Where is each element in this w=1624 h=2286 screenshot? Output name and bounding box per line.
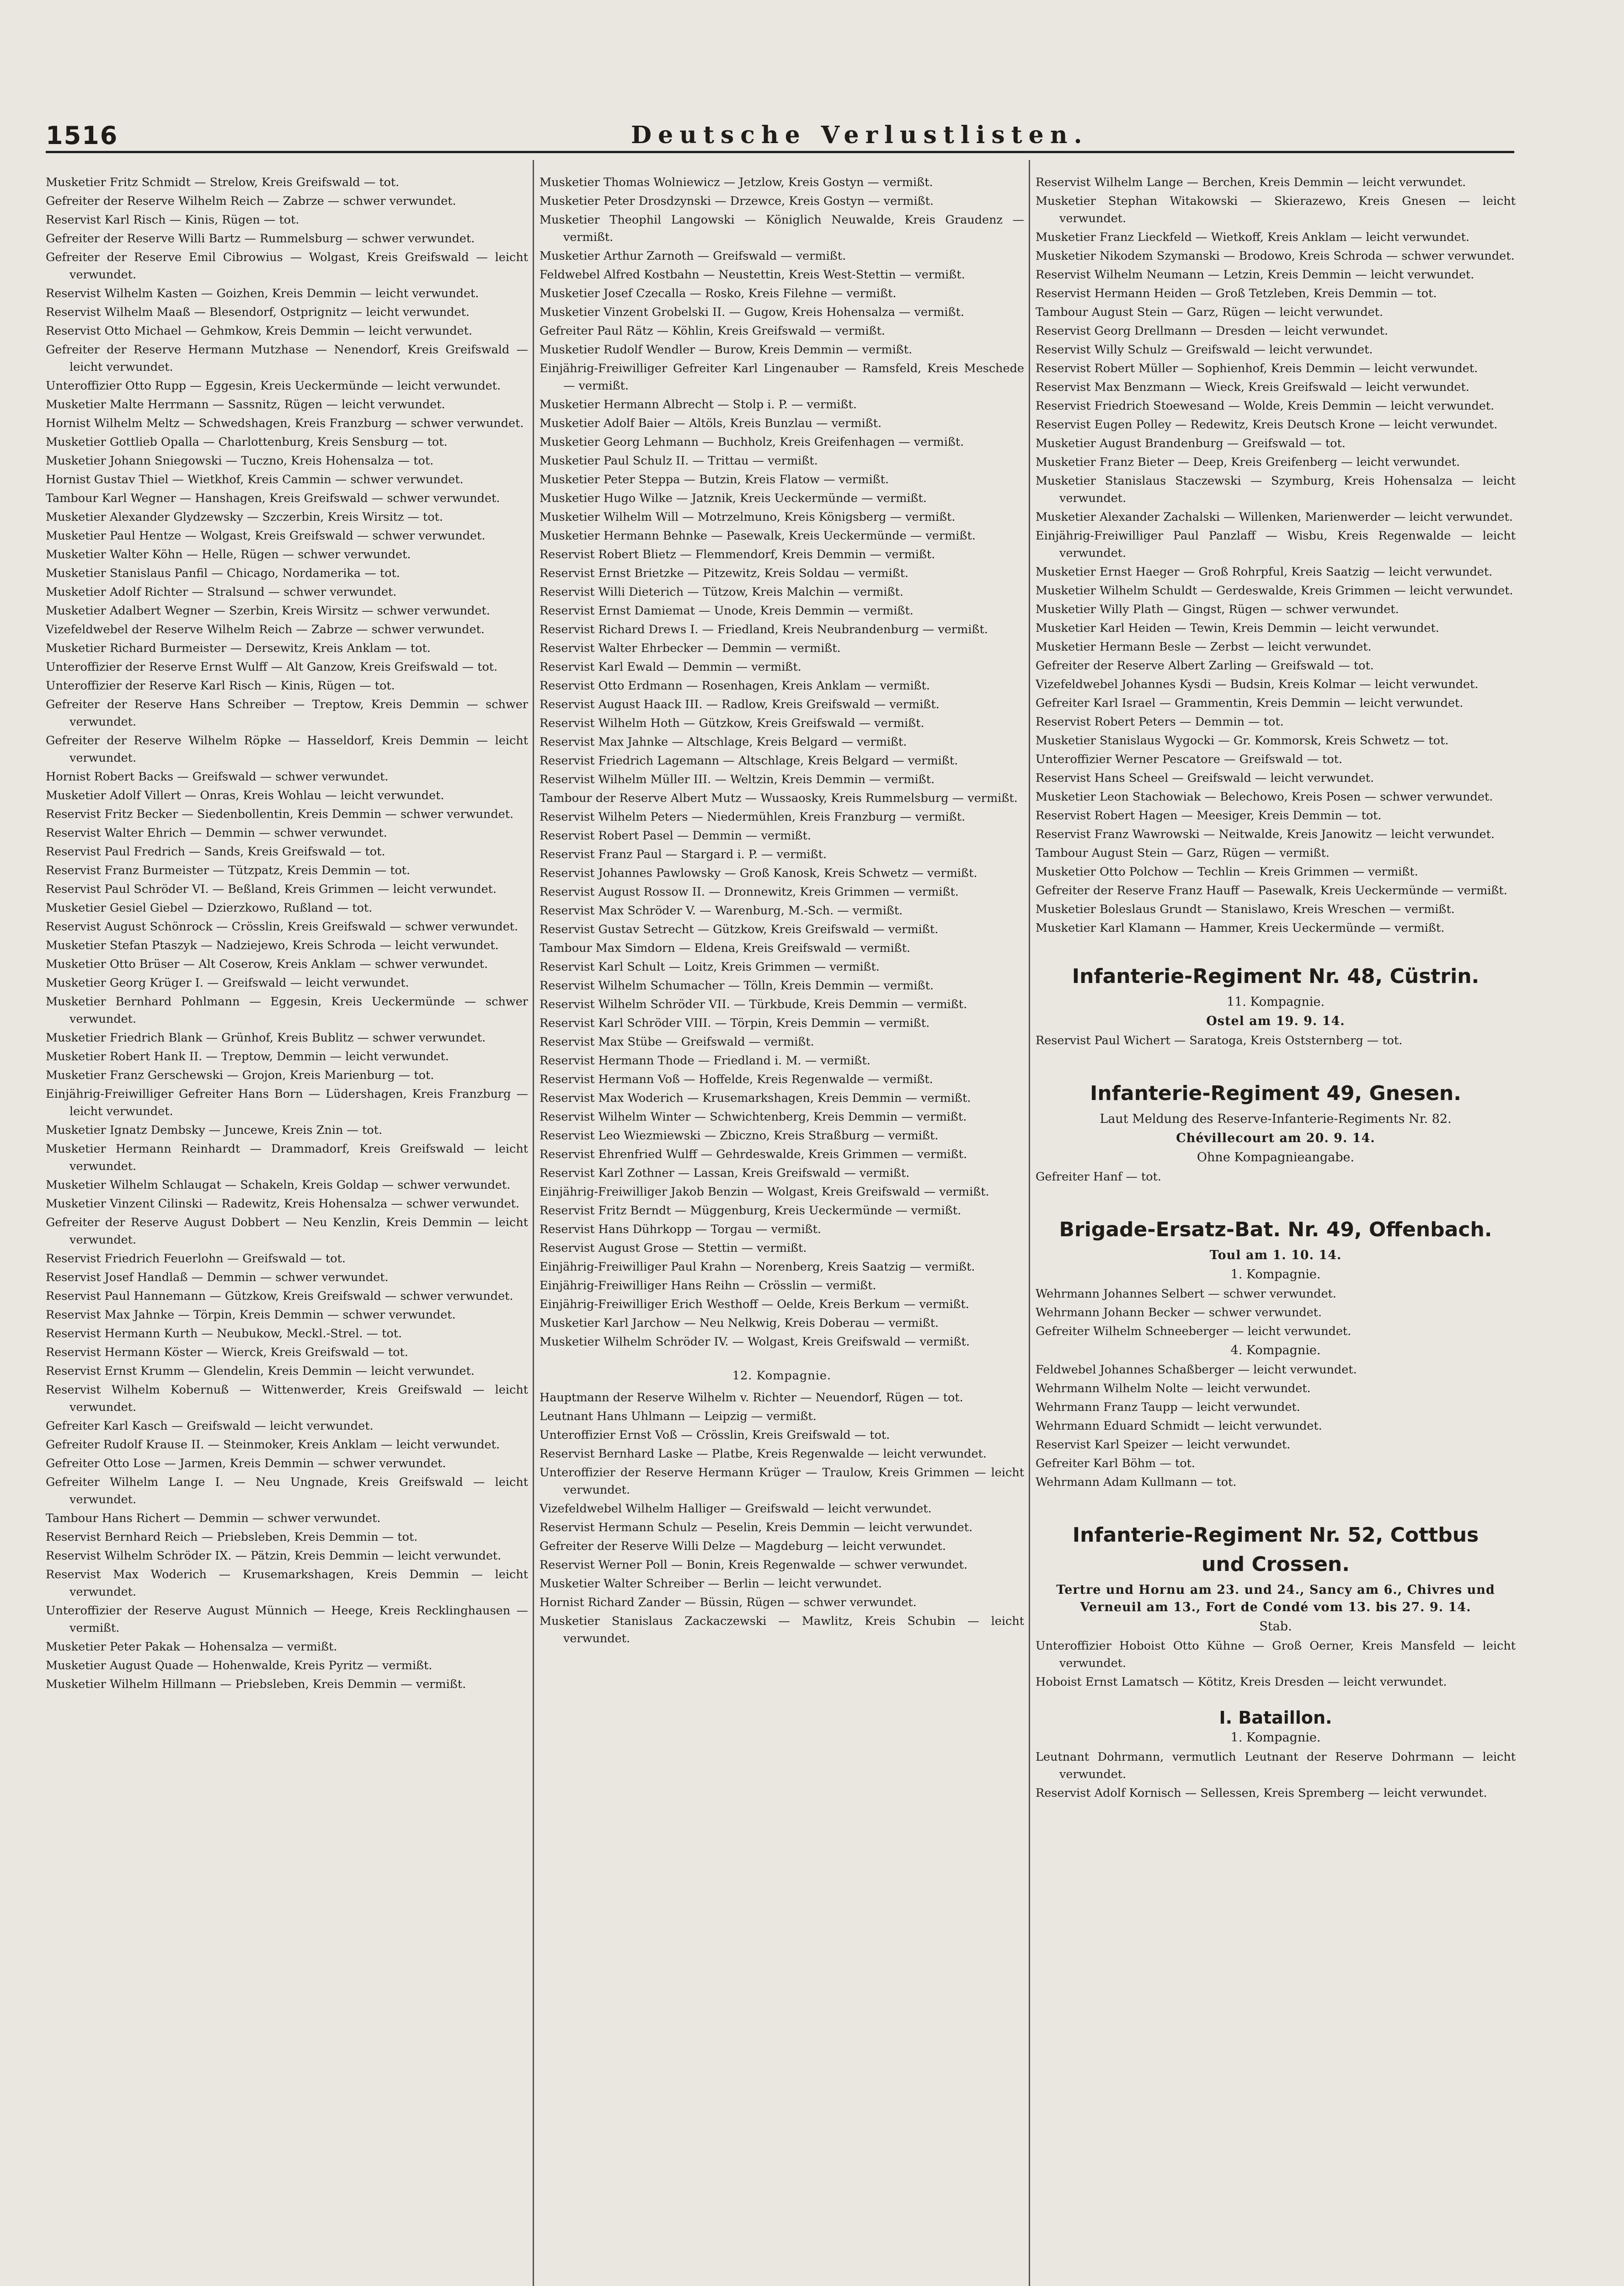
casualty-entry: Musketier Peter Drosdzynski — Drzewce, Kreis Gostyn — vermißt. (540, 194, 934, 208)
casualty-entry: Gefreiter Karl Kasch — Greifswald — leicht verwundet. (46, 1419, 374, 1433)
casualty-entry: Reservist Friedrich Lagemann — Altschlage, Kreis Belgard — vermißt. (540, 754, 958, 768)
casualty-entry: Einjährig-Freiwilliger Erich Westhoff — Oelde, Kreis Berkum — vermißt. (540, 1298, 969, 1311)
casualty-entry: Musketier Adalbert Wegner — Szerbin, Kreis Wirsitz — schwer verwundet. (46, 604, 490, 618)
casualty-entry: Musketier Stanislaus Staczewski — Szymburg, Kreis Hohensalza — leicht verwundet. (1036, 474, 1516, 505)
casualty-entry: Reservist Werner Poll — Bonin, Kreis Regenwalde — schwer verwundet. (540, 1558, 967, 1572)
casualty-entry: Gefreiter Wilhelm Lange I. — Neu Ungnade, Kreis Greifswald — leicht verwundet. (46, 1475, 528, 1506)
casualty-entry: Musketier Wilhelm Will — Motrzelmuno, Kreis Königsberg — vermißt. (540, 510, 956, 524)
casualty-entry: Gefreiter der Reserve Wilhelm Reich — Zabrze — schwer verwundet. (46, 194, 456, 208)
casualty-entry: Reservist Franz Wawrowski — Neitwalde, Kreis Janowitz — leicht verwundet. (1036, 828, 1495, 841)
casualty-entry: Hornist Wilhelm Meltz — Schwedshagen, Kreis Franzburg — schwer verwundet. (46, 417, 524, 430)
casualty-entry: Gefreiter der Reserve Franz Hauff — Pasewalk, Kreis Ueckermünde — vermißt. (1036, 884, 1507, 897)
casualty-entry: Musketier Walter Köhn — Helle, Rügen — schwer verwundet. (46, 548, 411, 561)
casualty-entry: Reservist Walter Ehrich — Demmin — schwer verwundet. (46, 826, 387, 840)
casualty-entry: Tambour August Stein — Garz, Rügen — leicht verwundet. (1036, 305, 1384, 319)
company-heading: 11. Kompagnie. (1226, 995, 1325, 1009)
casualty-entry: Musketier Friedrich Blank — Grünhof, Kreis Bublitz — schwer verwundet. (46, 1031, 486, 1045)
casualty-entry: Reservist Josef Handlaß — Demmin — schwer verwundet. (46, 1271, 389, 1284)
casualty-entry: Reservist Max Benzmann — Wieck, Kreis Greifswald — leicht verwundet. (1036, 380, 1469, 394)
casualty-entry: Hornist Robert Backs — Greifswald — schwer verwundet. (46, 770, 389, 784)
casualty-entry: Hauptmann der Reserve Wilhelm v. Richter — Neuendorf, Rügen — tot. (540, 1391, 963, 1405)
company-heading: Ohne Kompagnieangabe. (1197, 1150, 1355, 1164)
casualty-entry: Tambour August Stein — Garz, Rügen — vermißt. (1036, 846, 1330, 860)
casualty-entry: Unteroffizier Hoboist Otto Kühne — Groß Oerner, Kreis Mansfeld — leicht verwundet. (1036, 1639, 1516, 1670)
casualty-entry: Musketier Thomas Wolniewicz — Jetzlow, Kreis Gostyn — vermißt. (540, 176, 933, 189)
casualty-entry: Reservist Ernst Damiemat — Unode, Kreis Demmin — vermißt. (540, 604, 914, 618)
regiment-heading: Infanterie-Regiment Nr. 48, Cüstrin. (1072, 965, 1480, 988)
casualty-entry: Musketier Adolf Baier — Altöls, Kreis Bunzlau — vermißt. (540, 417, 882, 430)
casualty-entry: Gefreiter Hanf — tot. (1036, 1170, 1161, 1184)
report-note: Laut Meldung des Reserve-Infanterie-Regiments Nr. 82. (1100, 1112, 1452, 1126)
casualty-entry: Musketier Alexander Zachalski — Willenken, Marienwerder — leicht verwundet. (1036, 510, 1513, 524)
casualty-entry: Reservist Max Schröder V. — Warenburg, M.-Sch. — vermißt. (540, 904, 903, 918)
casualty-entry: Musketier Stefan Ptaszyk — Nadziejewo, Kreis Schroda — leicht verwundet. (46, 939, 499, 952)
casualty-entry: Reservist Ernst Brietzke — Pitzewitz, Kreis Soldau — vermißt. (540, 566, 909, 580)
casualty-entry: Reservist Robert Peters — Demmin — tot. (1036, 715, 1284, 729)
casualty-entry: Reservist Max Jahnke — Törpin, Kreis Demmin — schwer verwundet. (46, 1308, 456, 1322)
casualty-entry: Musketier Paul Hentze — Wolgast, Kreis Greifswald — schwer verwundet. (46, 529, 486, 543)
casualty-entry: Reservist Richard Drews I. — Friedland, Kreis Neubrandenburg — vermißt. (540, 623, 988, 636)
casualty-entry: Musketier Hermann Behnke — Pasewalk, Kreis Ueckermünde — vermißt. (540, 529, 976, 543)
casualty-entry: Hornist Gustav Thiel — Wietkhof, Kreis Cammin — schwer verwundet. (46, 473, 464, 486)
casualty-entry: Wehrmann Johannes Selbert — schwer verwundet. (1036, 1287, 1336, 1301)
company-heading: 1. Kompagnie. (1230, 1267, 1321, 1282)
casualty-entry: Gefreiter der Reserve Wilhelm Röpke — Hasseldorf, Kreis Demmin — leicht verwundet. (46, 734, 528, 765)
casualty-entry: Musketier Karl Heiden — Tewin, Kreis Demmin — leicht verwundet. (1036, 621, 1439, 635)
casualty-entry: Musketier Stanislaus Panfil — Chicago, Nordamerika — tot. (46, 566, 400, 580)
column-2 (540, 174, 1024, 2286)
place-date: Ostel am 19. 9. 14. (1206, 1014, 1345, 1028)
casualty-entry: Reservist Ehrenfried Wulff — Gehrdeswalde, Kreis Grimmen — vermißt. (540, 1148, 967, 1161)
casualty-entry: Musketier Malte Herrmann — Sassnitz, Rügen — leicht verwundet. (46, 398, 445, 411)
casualty-entry: Reservist Walter Ehrbecker — Demmin — vermißt. (540, 641, 841, 655)
casualty-entry: Unteroffizier Otto Rupp — Eggesin, Kreis Ueckermünde — leicht verwundet. (46, 379, 501, 393)
casualty-entry: Musketier Fritz Schmidt — Strelow, Kreis Greifswald — tot. (46, 176, 400, 189)
column-3 (1036, 174, 1516, 2286)
casualty-entry: Musketier Adolf Villert — Onras, Kreis Wohlau — leicht verwundet. (46, 789, 444, 802)
casualty-entry: Reservist Karl Zothner — Lassan, Kreis Greifswald — vermißt. (540, 1166, 910, 1180)
page-header (46, 121, 1514, 149)
regiment-heading-cont: und Crossen. (1202, 1553, 1350, 1576)
casualty-entry: Wehrmann Eduard Schmidt — leicht verwundet. (1036, 1419, 1322, 1433)
casualty-entry: Reservist Wilhelm Peters — Niedermühlen, Kreis Franzburg — vermißt. (540, 810, 966, 824)
company-heading: 12. Kompagnie. (732, 1369, 832, 1383)
column-1 (46, 174, 528, 2286)
casualty-entry: Musketier Stanislaus Zackaczewski — Mawlitz, Kreis Schubin — leicht verwundet. (540, 1614, 1024, 1645)
casualty-entry: Hornist Richard Zander — Büssin, Rügen — schwer verwundet. (540, 1596, 917, 1609)
casualty-entry: Reservist Otto Erdmann — Rosenhagen, Kreis Anklam — vermißt. (540, 679, 930, 693)
casualty-entry: Reservist Leo Wiezmiewski — Zbiczno, Kreis Straßburg — vermißt. (540, 1129, 939, 1143)
casualty-entry: Reservist Hermann Thode — Friedland i. M. — vermißt. (540, 1054, 871, 1068)
casualty-entry: Reservist Gustav Setrecht — Gützkow, Kreis Greifswald — vermißt. (540, 923, 939, 936)
casualty-entry: Reservist Franz Paul — Stargard i. P. — vermißt. (540, 848, 827, 861)
casualty-entry: Reservist Hermann Schulz — Peselin, Kreis Demmin — leicht verwundet. (540, 1521, 973, 1534)
casualty-entry: Reservist Max Jahnke — Altschlage, Kreis Belgard — vermißt. (540, 735, 907, 749)
casualty-entry: Musketier Karl Klamann — Hammer, Kreis Ueckermünde — vermißt. (1036, 921, 1445, 935)
casualty-entry: Musketier Josef Czecalla — Rosko, Kreis Filehne — vermißt. (540, 287, 897, 300)
casualty-entry: Reservist Max Woderich — Krusemarkshagen, Kreis Demmin — vermißt. (540, 1091, 971, 1105)
casualty-entry: Hoboist Ernst Lamatsch — Kötitz, Kreis Dresden — leicht verwundet. (1036, 1675, 1447, 1689)
casualty-entry: Reservist Wilhelm Hoth — Gützkow, Kreis Greifswald — vermißt. (540, 716, 924, 730)
casualty-entry: Musketier Hugo Wilke — Jatznik, Kreis Ueckermünde — vermißt. (540, 491, 927, 505)
casualty-entry: Reservist Karl Schröder VIII. — Törpin, Kreis Demmin — vermißt. (540, 1016, 930, 1030)
casualty-entry: Reservist Wilhelm Schröder VII. — Türkbude, Kreis Demmin — vermißt. (540, 998, 967, 1011)
casualty-entry: Gefreiter Rudolf Krause II. — Steinmoker, Kreis Anklam — leicht verwundet. (46, 1438, 500, 1452)
casualty-entry: Einjährig-Freiwilliger Gefreiter Karl Lingenauber — Ramsfeld, Kreis Meschede — vermißt. (540, 362, 1024, 393)
casualty-entry: Musketier Wilhelm Hillmann — Priebsleben, Kreis Demmin — vermißt. (46, 1677, 466, 1691)
casualty-entry: Reservist August Schönrock — Crösslin, Kreis Greifswald — schwer verwundet. (46, 920, 518, 934)
casualty-entry: Reservist Wilhelm Schröder IX. — Pätzin, Kreis Demmin — leicht verwundet. (46, 1549, 502, 1563)
page-number: 1516 (46, 121, 118, 150)
casualty-entry: Einjährig-Freiwilliger Paul Panzlaff — Wisbu, Kreis Regenwalde — leicht verwundet. (1036, 529, 1516, 560)
casualty-entry: Musketier Wilhelm Schröder IV. — Wolgast, Kreis Greifswald — vermißt. (540, 1335, 970, 1349)
casualty-entry: Wehrmann Johann Becker — schwer verwundet. (1036, 1306, 1322, 1319)
casualty-entry: Reservist Georg Drellmann — Dresden — leicht verwundet. (1036, 324, 1389, 338)
casualty-entry: Wehrmann Adam Kullmann — tot. (1036, 1475, 1237, 1489)
casualty-entry: Reservist Wilhelm Kasten — Goizhen, Kreis Demmin — leicht verwundet. (46, 287, 479, 300)
running-title: Deutsche Verlustlisten. (631, 121, 1089, 149)
casualty-entry: Reservist Paul Schröder VI. — Beßland, Kreis Grimmen — leicht verwundet. (46, 882, 497, 896)
casualty-entry: Reservist Hermann Kurth — Neubukow, Meckl.-Strel. — tot. (46, 1327, 402, 1341)
casualty-entry: Reservist Otto Michael — Gehmkow, Kreis Demmin — leicht verwundet. (46, 324, 472, 338)
casualty-entry: Musketier Georg Krüger I. — Greifswald — leicht verwundet. (46, 976, 409, 990)
regiment-heading: Infanterie-Regiment 49, Gnesen. (1090, 1082, 1461, 1105)
casualty-entry: Musketier August Quade — Hohenwalde, Kreis Pyritz — vermißt. (46, 1659, 433, 1672)
casualty-entry: Reservist Hans Scheel — Greifswald — leicht verwundet. (1036, 771, 1374, 785)
casualty-entry: Leutnant Hans Uhlmann — Leipzig — vermißt. (540, 1410, 817, 1423)
casualty-entry: Reservist Wilhelm Lange — Berchen, Kreis Demmin — leicht verwundet. (1036, 176, 1466, 189)
casualty-entry: Musketier Vinzent Grobelski II. — Gugow, Kreis Hohensalza — vermißt. (540, 305, 964, 319)
casualty-entry: Feldwebel Johannes Schaßberger — leicht verwundet. (1036, 1363, 1357, 1377)
casualty-entry: Musketier Robert Hank II. — Treptow, Demmin — leicht verwundet. (46, 1050, 449, 1063)
place-date: Chévillecourt am 20. 9. 14. (1176, 1131, 1375, 1145)
casualty-entry: Gefreiter Otto Lose — Jarmen, Kreis Demmin — schwer verwundet. (46, 1457, 446, 1470)
casualty-entry: Musketier Theophil Langowski — Königlich Neuwalde, Kreis Graudenz — vermißt. (540, 213, 1024, 244)
casualty-entry: Reservist Wilhelm Neumann — Letzin, Kreis Demmin — leicht verwundet. (1036, 268, 1474, 282)
casualty-entry: Gefreiter der Reserve Emil Cibrowius — Wolgast, Kreis Greifswald — leicht verwundet. (46, 251, 528, 282)
company-heading: 1. Kompagnie. (1230, 1731, 1321, 1745)
casualty-entry: Musketier Gesiel Giebel — Dzierzkowo, Rußland — tot. (46, 901, 373, 915)
casualty-entry: Musketier Hermann Besle — Zerbst — leicht verwundet. (1036, 640, 1372, 654)
place-date: Toul am 1. 10. 14. (1209, 1248, 1342, 1262)
casualty-entry: Reservist Hermann Heiden — Groß Tetzleben, Kreis Demmin — tot. (1036, 287, 1437, 300)
casualty-entry: Reservist Fritz Berndt — Müggenburg, Kreis Ueckermünde — vermißt. (540, 1204, 962, 1218)
casualty-entry: Leutnant Dohrmann, vermutlich Leutnant der Reserve Dohrmann — leicht verwundet. (1036, 1750, 1516, 1781)
casualty-entry: Reservist Wilhelm Kobernuß — Wittenwerder, Kreis Greifswald — leicht verwundet. (46, 1383, 528, 1414)
casualty-entry: Reservist Bernhard Reich — Priebsleben, Kreis Demmin — tot. (46, 1530, 418, 1544)
casualty-entry: Reservist Wilhelm Winter — Schwichtenberg, Kreis Demmin — vermißt. (540, 1110, 967, 1124)
casualty-entry: Unteroffizier der Reserve August Münnich — Heege, Kreis Recklinghausen — vermißt. (46, 1604, 528, 1635)
casualty-entry: Reservist Hans Dührkopp — Torgau — vermißt. (540, 1223, 821, 1236)
casualty-entry: Reservist Paul Wichert — Saratoga, Kreis Oststernberg — tot. (1036, 1034, 1403, 1047)
casualty-entry: Reservist Johannes Pawlowsky — Groß Kanosk, Kreis Schwetz — vermißt. (540, 866, 978, 880)
casualty-entry: Unteroffizier Werner Pescatore — Greifswald — tot. (1036, 753, 1343, 766)
casualty-entry: Musketier Georg Lehmann — Buchholz, Kreis Greifenhagen — vermißt. (540, 435, 964, 449)
regiment-heading: Brigade-Ersatz-Bat. Nr. 49, Offenbach. (1059, 1218, 1492, 1241)
casualty-entry: Reservist Bernhard Laske — Platbe, Kreis Regenwalde — leicht verwundet. (540, 1447, 987, 1461)
casualty-entry: Reservist Fritz Becker — Siedenbollentin, Kreis Demmin — schwer verwundet. (46, 807, 514, 821)
casualty-entry: Wehrmann Wilhelm Nolte — leicht verwundet. (1036, 1382, 1311, 1395)
column-divider (533, 160, 534, 2286)
casualty-entry: Gefreiter der Reserve Hans Schreiber — Treptow, Kreis Demmin — schwer verwundet. (46, 698, 528, 729)
casualty-entry: Musketier Gottlieb Opalla — Charlottenburg, Kreis Sensburg — tot. (46, 435, 448, 449)
regiment-heading: Infanterie-Regiment Nr. 52, Cottbus (1072, 1523, 1479, 1547)
casualty-entry: Musketier Hermann Reinhardt — Drammadorf, Kreis Greifswald — leicht verwundet. (46, 1142, 528, 1173)
casualty-entry: Wehrmann Franz Taupp — leicht verwundet. (1036, 1400, 1300, 1414)
casualty-entry: Einjährig-Freiwilliger Jakob Benzin — Wolgast, Kreis Greifswald — vermißt. (540, 1185, 989, 1199)
casualty-entry: Musketier Rudolf Wendler — Burow, Kreis Demmin — vermißt. (540, 343, 913, 357)
casualty-entry: Unteroffizier Ernst Voß — Crösslin, Kreis Greifswald — tot. (540, 1428, 890, 1442)
casualty-entry: Reservist Wilhelm Schumacher — Tölln, Kreis Demmin — vermißt. (540, 979, 934, 993)
casualty-entry: Musketier Franz Bieter — Deep, Kreis Greifenberg — leicht verwundet. (1036, 455, 1460, 469)
casualty-entry: Gefreiter Karl Israel — Grammentin, Kreis Demmin — leicht verwundet. (1036, 696, 1464, 710)
header-rule (46, 151, 1514, 153)
casualty-entry: Musketier Karl Jarchow — Neu Nelkwig, Kreis Doberau — vermißt. (540, 1316, 939, 1330)
casualty-entry: Gefreiter Paul Rätz — Köhlin, Kreis Greifswald — vermißt. (540, 324, 885, 338)
casualty-entry: Reservist Max Stübe — Greifswald — vermißt. (540, 1035, 814, 1049)
casualty-entry: Einjährig-Freiwilliger Gefreiter Hans Born — Lüdershagen, Kreis Franzburg — leicht verwundet. (46, 1087, 528, 1118)
casualty-entry: Reservist Willi Dieterich — Tützow, Kreis Malchin — vermißt. (540, 585, 903, 599)
casualty-entry: Musketier Arthur Zarnoth — Greifswald — vermißt. (540, 249, 846, 263)
casualty-entry: Musketier Wilhelm Schuldt — Gerdeswalde, Kreis Grimmen — leicht verwundet. (1036, 584, 1513, 598)
casualty-entry: Einjährig-Freiwilliger Paul Krahn — Norenberg, Kreis Saatzig — vermißt. (540, 1260, 975, 1274)
casualty-entry: Reservist Max Woderich — Krusemarkshagen, Kreis Demmin — leicht verwundet. (46, 1568, 528, 1599)
casualty-entry: Reservist Adolf Kornisch — Sellessen, Kreis Spremberg — leicht verwundet. (1036, 1786, 1487, 1800)
casualty-entry: Reservist Wilhelm Maaß — Blesendorf, Ostprignitz — leicht verwundet. (46, 305, 470, 319)
unit-heading: Stab. (1259, 1619, 1292, 1634)
casualty-entry: Reservist Karl Ewald — Demmin — vermißt. (540, 660, 801, 674)
casualty-entry: Reservist Robert Müller — Sophienhof, Kreis Demmin — leicht verwundet. (1036, 362, 1478, 375)
casualty-entry: Gefreiter der Reserve Willi Bartz — Rummelsburg — schwer verwundet. (46, 232, 475, 246)
casualty-entry: Musketier Hermann Albrecht — Stolp i. P. — vermißt. (540, 398, 857, 411)
casualty-entry: Reservist Robert Pasel — Demmin — vermißt. (540, 829, 812, 843)
casualty-entry: Gefreiter Karl Böhm — tot. (1036, 1457, 1196, 1470)
casualty-entry: Tambour der Reserve Albert Mutz — Wussaosky, Kreis Rummelsburg — vermißt. (540, 791, 1018, 805)
casualty-entry: Reservist Karl Schult — Loitz, Kreis Grimmen — vermißt. (540, 960, 880, 974)
casualty-entry: Reservist August Grose — Stettin — vermißt. (540, 1241, 807, 1255)
casualty-entry: Musketier Willy Plath — Gingst, Rügen — schwer verwundet. (1036, 603, 1399, 616)
casualty-entry: Feldwebel Alfred Kostbahn — Neustettin, Kreis West-Stettin — vermißt. (540, 268, 965, 282)
casualty-entry: Reservist Willy Schulz — Greifswald — leicht verwundet. (1036, 343, 1373, 357)
casualty-entry: Musketier Ernst Haeger — Groß Rohrpful, Kreis Saatzig — leicht verwundet. (1036, 565, 1493, 579)
company-heading: 4. Kompagnie. (1230, 1343, 1321, 1357)
casualty-entry: Reservist Robert Blietz — Flemmendorf, Kreis Demmin — vermißt. (540, 548, 935, 561)
casualty-entry: Vizefeldwebel Johannes Kysdi — Budsin, Kreis Kolmar — leicht verwundet. (1036, 678, 1479, 691)
casualty-entry: Gefreiter Wilhelm Schneeberger — leicht verwundet. (1036, 1325, 1352, 1338)
casualty-entry: Vizefeldwebel Wilhelm Halliger — Greifswald — leicht verwundet. (540, 1502, 932, 1516)
casualty-entry: Musketier Otto Brüser — Alt Coserow, Kreis Anklam — schwer verwundet. (46, 957, 488, 971)
casualty-entry: Musketier Walter Schreiber — Berlin — leicht verwundet. (540, 1577, 882, 1591)
casualty-entry: Musketier Alexander Glydzewsky — Szczerbin, Kreis Wirsitz — tot. (46, 510, 443, 524)
place-date: Tertre und Hornu am 23. und 24., Sancy am 6., Chivres und Verneuil am 13., Fort de Condé vom 13. bis 27. 9. 14. (1056, 1583, 1495, 1614)
casualty-entry: Musketier Ignatz Dembsky — Juncewe, Kreis Znin — tot. (46, 1123, 383, 1137)
casualty-entry: Tambour Karl Wegner — Hanshagen, Kreis Greifswald — schwer verwundet. (46, 491, 500, 505)
casualty-entry: Musketier Peter Pakak — Hohensalza — vermißt. (46, 1640, 337, 1654)
casualty-entry: Musketier Nikodem Szymanski — Brodowo, Kreis Schroda — schwer verwundet. (1036, 249, 1515, 263)
casualty-entry: Reservist Franz Burmeister — Tützpatz, Kreis Demmin — tot. (46, 864, 411, 877)
casualty-entry: Musketier Boleslaus Grundt — Stanislawo, Kreis Wreschen — vermißt. (1036, 903, 1455, 916)
casualty-entry: Reservist August Rossow II. — Dronnewitz, Kreis Grimmen — vermißt. (540, 885, 959, 899)
casualty-entry: Musketier Bernhard Pohlmann — Eggesin, Kreis Ueckermünde — schwer verwundet. (46, 995, 528, 1026)
casualty-entry: Musketier Richard Burmeister — Dersewitz, Kreis Anklam — tot. (46, 641, 431, 655)
casualty-entry: Reservist Paul Fredrich — Sands, Kreis Greifswald — tot. (46, 845, 385, 859)
casualty-entry: Unteroffizier der Reserve Hermann Krüger — Traulow, Kreis Grimmen — leicht verwundet. (540, 1466, 1024, 1497)
casualty-entry: Tambour Max Simdorn — Eldena, Kreis Greifswald — vermißt. (540, 941, 911, 955)
casualty-entry: Musketier Paul Schulz II. — Trittau — vermißt. (540, 454, 818, 468)
casualty-entry: Reservist August Haack III. — Radlow, Kreis Greifswald — vermißt. (540, 698, 940, 711)
casualty-entry: Reservist Robert Hagen — Meesiger, Kreis Demmin — tot. (1036, 809, 1382, 823)
casualty-entry: Gefreiter der Reserve August Dobbert — Neu Kenzlin, Kreis Demmin — leicht verwundet. (46, 1216, 528, 1247)
casualty-entry: Reservist Paul Hannemann — Gützkow, Kreis Greifswald — schwer verwundet. (46, 1289, 513, 1303)
casualty-entry: Musketier Stanislaus Wygocki — Gr. Kommorsk, Kreis Schwetz — tot. (1036, 734, 1449, 748)
casualty-entry: Unteroffizier der Reserve Ernst Wulff — Alt Ganzow, Kreis Greifswald — tot. (46, 660, 498, 674)
casualty-entry: Reservist Karl Risch — Kinis, Rügen — tot. (46, 213, 299, 227)
casualty-entry: Reservist Friedrich Stoewesand — Wolde, Kreis Demmin — leicht verwundet. (1036, 399, 1495, 413)
casualty-entry: Musketier August Brandenburg — Greifswald — tot. (1036, 437, 1346, 450)
casualty-entry: Tambour Hans Richert — Demmin — schwer verwundet. (46, 1512, 381, 1525)
casualty-entry: Gefreiter der Reserve Albert Zarling — Greifswald — tot. (1036, 659, 1374, 673)
casualty-entry: Musketier Adolf Richter — Stralsund — schwer verwundet. (46, 585, 397, 599)
casualty-entry: Reservist Friedrich Feuerlohn — Greifswald — tot. (46, 1252, 346, 1266)
casualty-entry: Gefreiter der Reserve Hermann Mutzhase — Nenendorf, Kreis Greifswald — leicht verwundet. (46, 343, 528, 374)
column-divider (1029, 160, 1030, 2286)
casualty-entry: Musketier Peter Steppa — Butzin, Kreis Flatow — vermißt. (540, 473, 889, 486)
casualty-entry: Musketier Franz Lieckfeld — Wietkoff, Kreis Anklam — leicht verwundet. (1036, 230, 1469, 244)
casualty-entry: Musketier Wilhelm Schlaugat — Schakeln, Kreis Goldap — schwer verwundet. (46, 1178, 511, 1192)
casualty-entry: Reservist Karl Speizer — leicht verwundet. (1036, 1438, 1291, 1452)
casualty-entry: Gefreiter der Reserve Willi Delze — Magdeburg — leicht verwundet. (540, 1539, 946, 1553)
casualty-entry: Vizefeldwebel der Reserve Wilhelm Reich — Zabrze — schwer verwundet. (46, 623, 485, 636)
casualty-entry: Reservist Hermann Voß — Hoffelde, Kreis Regenwalde — vermißt. (540, 1073, 933, 1086)
casualty-entry: Einjährig-Freiwilliger Hans Reihn — Crösslin — vermißt. (540, 1279, 876, 1293)
casualty-entry: Musketier Stephan Witakowski — Skierazewo, Kreis Gnesen — leicht verwundet. (1036, 194, 1516, 225)
casualty-entry: Musketier Otto Polchow — Techlin — Kreis Grimmen — vermißt. (1036, 865, 1418, 879)
casualty-entry: Reservist Ernst Krumm — Glendelin, Kreis Demmin — leicht verwundet. (46, 1364, 475, 1378)
casualty-entry: Musketier Franz Gerschewski — Grojon, Kreis Marienburg — tot. (46, 1068, 434, 1082)
casualty-entry: Reservist Wilhelm Müller III. — Weltzin, Kreis Demmin — vermißt. (540, 773, 935, 786)
battalion-heading: I. Bataillon. (1219, 1708, 1332, 1728)
casualty-entry: Musketier Johann Sniegowski — Tuczno, Kreis Hohensalza — tot. (46, 454, 434, 468)
casualty-entry: Musketier Vinzent Cilinski — Radewitz, Kreis Hohensalza — schwer verwundet. (46, 1197, 520, 1211)
casualty-entry: Reservist Eugen Polley — Redewitz, Kreis Deutsch Krone — leicht verwundet. (1036, 418, 1498, 432)
casualty-entry: Reservist Hermann Köster — Wierck, Kreis Greifswald — tot. (46, 1346, 408, 1359)
casualty-entry: Unteroffizier der Reserve Karl Risch — Kinis, Rügen — tot. (46, 679, 395, 693)
casualty-entry: Musketier Leon Stachowiak — Belechowo, Kreis Posen — schwer verwundet. (1036, 790, 1493, 804)
